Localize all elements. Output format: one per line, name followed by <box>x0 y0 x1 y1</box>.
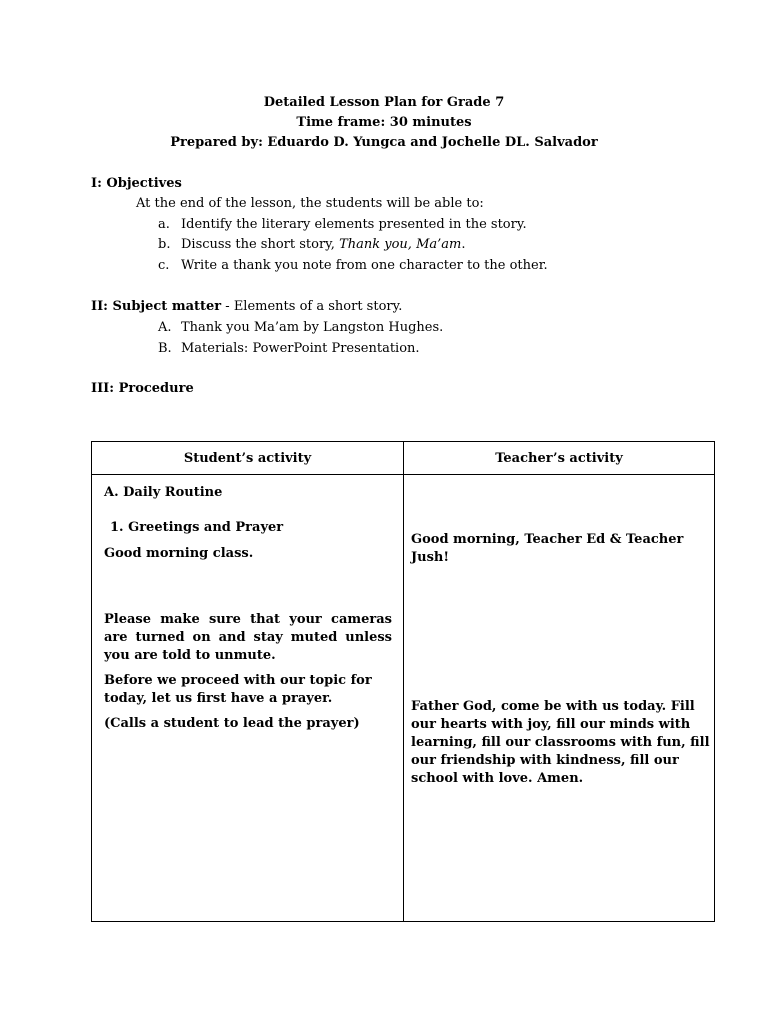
subject-marker: B. <box>158 341 172 356</box>
time-frame: Time frame: 30 minutes <box>296 115 472 130</box>
teacher-activity-cell <box>404 475 715 922</box>
story-title-italic: Thank you, Ma’am <box>339 237 462 252</box>
objectives-intro: At the end of the lesson, the students will be able to: <box>136 196 484 211</box>
table-header-row <box>92 442 715 475</box>
calls-student-note: (Calls a student to lead the prayer) <box>104 716 360 731</box>
subject-item: Thank you Ma’am by Langston Hughes. <box>181 320 444 335</box>
objective-marker: a. <box>158 217 170 232</box>
objectives-heading: I: Objectives <box>91 176 182 191</box>
prayer-text: Father God, come be with us today. Fill our hearts with joy, fill our minds with learning, fill our classrooms with fun, fill our friendship with kindness, fill our school with love. Amen. <box>411 699 710 786</box>
prayer-intro: Before we proceed with our topic for today, let us first have a prayer. <box>104 673 372 706</box>
subject-item: Materials: PowerPoint Presentation. <box>181 341 420 356</box>
student-activity-cell <box>92 475 404 922</box>
subject-matter-heading: II: Subject matter <box>91 299 222 314</box>
subject-matter-text: - Elements of a short story. <box>221 299 403 314</box>
objective-marker: c. <box>158 258 170 273</box>
activity-table <box>91 441 715 922</box>
student-activity-header: Student’s activity <box>92 442 404 475</box>
daily-routine-heading: A. Daily Routine <box>104 485 223 500</box>
objective-item-text: Discuss the short story, <box>181 237 340 252</box>
subject-matter-line <box>91 299 402 314</box>
objective-item: Write a thank you note from one character to the other. <box>181 258 548 273</box>
prepared-by: Prepared by: Eduardo D. Yungca and Jochelle DL. Salvador <box>170 135 598 150</box>
table-row <box>92 475 715 922</box>
subject-marker: A. <box>158 320 172 335</box>
greeting-reply: Good morning, Teacher Ed & Teacher Jush! <box>411 532 684 565</box>
teacher-activity-header: Teacher’s activity <box>404 442 715 475</box>
objective-marker: b. <box>158 237 171 252</box>
cameras-instruction: Please make sure that your cameras are turned on and stay muted unless you are told to unmute. <box>104 612 392 663</box>
procedure-heading: III: Procedure <box>91 381 194 396</box>
document-title: Detailed Lesson Plan for Grade 7 <box>263 95 505 110</box>
objective-item-end: . <box>461 237 466 252</box>
greetings-heading: 1. Greetings and Prayer <box>110 520 284 535</box>
objective-item: Identify the literary elements presented in the story. <box>181 217 527 232</box>
objective-item <box>181 237 465 252</box>
good-morning-text: Good morning class. <box>104 546 254 561</box>
